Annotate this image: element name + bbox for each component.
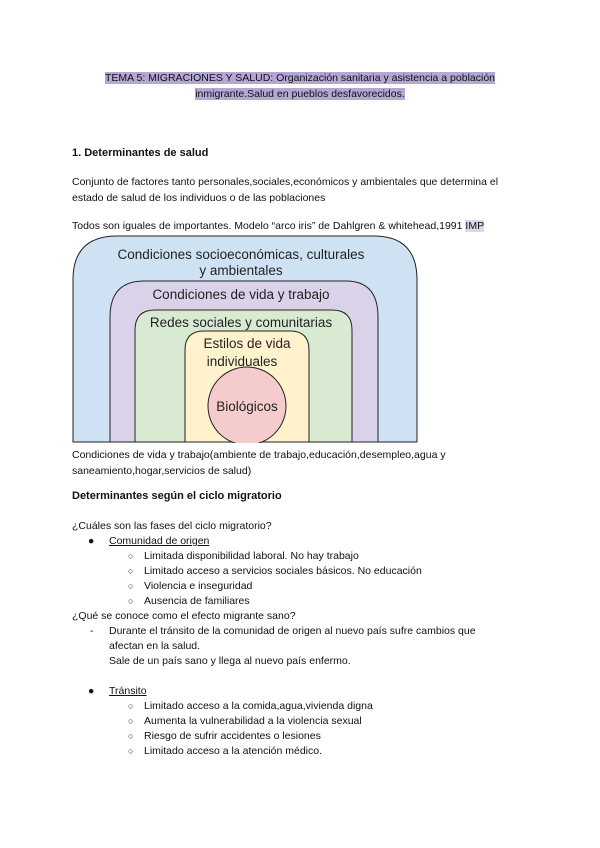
list-item — [72, 729, 532, 744]
dash-line-2: afectan en la salud. — [109, 640, 201, 652]
conditions-line-1: Condiciones de vida y trabajo(ambiente de trabajo,educación,desempleo,agua y — [72, 449, 446, 461]
section-heading-ciclo-migratorio: Determinantes según el ciclo migratorio — [72, 490, 282, 502]
origin-item-text: Limitado acceso a servicios sociales básicos. No educación — [144, 565, 422, 577]
dash-line-1: Durante el tránsito de la comunidad de origen al nuevo país sufre cambios que — [109, 625, 476, 637]
conditions-line-2: saneamiento,hogar,servicios de salud) — [72, 465, 252, 477]
origin-item-text: Ausencia de familiares — [144, 595, 250, 607]
title-line-2: inmigrante.Salud en pueblos desfavorecidos. — [195, 88, 405, 100]
layer4-label-line2: individuales — [206, 354, 278, 369]
list-item — [72, 564, 532, 579]
imp-tag: IMP — [465, 220, 485, 232]
transit-item-text: Limitado acceso a la atención médico. — [144, 745, 323, 757]
origin-item-text: Limitada disponibilidad laboral. No hay trabajo — [144, 550, 359, 562]
dash-item-efecto — [72, 624, 532, 669]
layer4-label-line1: Estilos de vida — [203, 336, 291, 351]
bullet-dot-icon: ● — [88, 535, 95, 547]
bullet-circle-icon: ○ — [128, 581, 134, 591]
bullet-circle-icon: ○ — [128, 731, 134, 741]
layer3-label: Redes sociales y comunitarias — [149, 315, 333, 330]
list-item — [72, 594, 532, 609]
section-heading-determinantes: 1. Determinantes de salud — [72, 147, 209, 159]
migration-cycle-content — [72, 519, 532, 759]
question-efecto-migrante: ¿Qué se conoce como el efecto migrante sano? — [72, 610, 296, 622]
document-title — [72, 70, 528, 102]
bullet-circle-icon: ○ — [128, 551, 134, 561]
list-item — [72, 549, 532, 564]
bullet-circle-icon: ○ — [128, 716, 134, 726]
definition-paragraph — [72, 174, 532, 206]
definition-line-2: estado de salud de los individuos o de las poblaciones — [72, 192, 326, 204]
bullet-circle-icon: ○ — [128, 701, 134, 711]
list-item — [72, 744, 532, 759]
origin-item-text: Violencia e inseguridad — [144, 580, 253, 592]
dash-bullet-icon: - — [90, 625, 94, 637]
title-line-1: TEMA 5: MIGRACIONES Y SALUD: Organización sanitaria y asistencia a población — [104, 72, 496, 84]
layer2-label: Condiciones de vida y trabajo — [152, 287, 330, 302]
conditions-paragraph — [72, 447, 532, 479]
list-item — [72, 714, 532, 729]
core-label: Biológicos — [216, 399, 278, 414]
rainbow-model-diagram — [72, 235, 420, 443]
list-item — [72, 699, 532, 714]
bullet-circle-icon: ○ — [128, 746, 134, 756]
model-paragraph — [72, 218, 532, 234]
bullet-circle-icon: ○ — [128, 566, 134, 576]
bullet-circle-icon: ○ — [128, 596, 134, 606]
transito-label: Tránsito — [109, 685, 147, 697]
list-item — [72, 579, 532, 594]
transit-item-text: Riesgo de sufrir accidentes o lesiones — [144, 730, 321, 742]
definition-line-1: Conjunto de factores tanto personales,sociales,económicos y ambientales que determina el — [72, 176, 499, 188]
layer1-label-line1: Condiciones socioeconómicas, culturales — [117, 247, 365, 262]
transit-item-text: Aumenta la vulnerabilidad a la violencia sexual — [144, 715, 362, 727]
layer1-label-line2: y ambientales — [199, 263, 283, 278]
bullet-dot-icon: ● — [88, 685, 95, 697]
model-text: Todos son iguales de importantes. Modelo “arco iris” de Dahlgren & whitehead,1991 — [72, 220, 466, 232]
dash-line-3: Sale de un país sano y llega al nuevo país enfermo. — [109, 655, 351, 667]
transit-item-text: Limitado acceso a la comida,agua,vivienda digna — [144, 700, 373, 712]
question-fases: ¿Cuáles son las fases del ciclo migratorio? — [72, 520, 272, 532]
list-item-transito — [72, 684, 532, 699]
comunidad-origen-label: Comunidad de origen — [109, 535, 210, 547]
list-item-comunidad-origen — [72, 534, 532, 549]
